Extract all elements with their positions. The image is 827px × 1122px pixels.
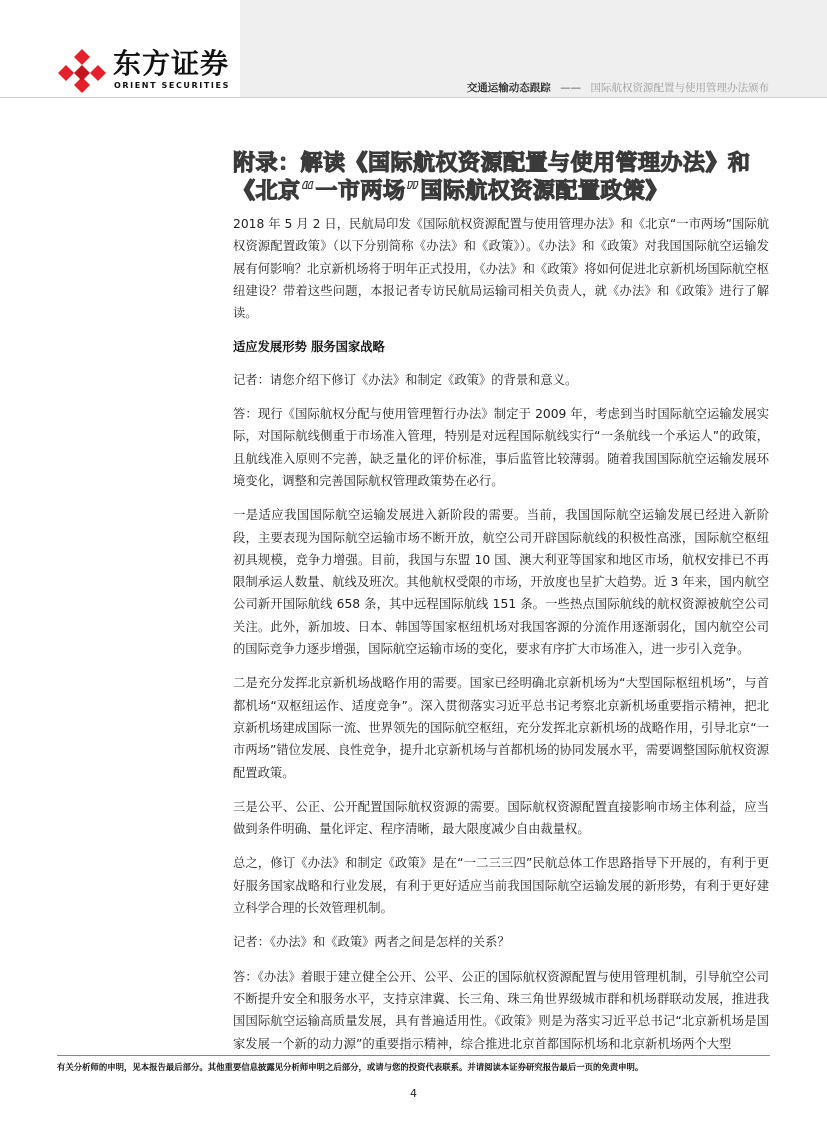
answer-paragraph: 答：现行《国际航权分配与使用管理暂行办法》制定于 2009 年，考虑到当时国际航空运输发展实际，对国际航线侧重于市场准入管理，特别是对远程国际航线实行“一条航线一个承运人”的政策，且航线准入原则不完善，缺乏量化的评价标准，事后监管比较薄弱。随着我国国际航空运输发展环境变化，调整和完善国际航权管理政策势在必行。	[233, 407, 769, 488]
header-separator: ——	[560, 82, 582, 94]
question-paragraph: 记者：请您介绍下修订《办法》和制定《政策》的背景和意义。	[233, 372, 578, 387]
logo-english-name: ORIENT SECURITIES	[114, 81, 230, 90]
running-header	[467, 81, 769, 95]
answer-paragraph: 答：《办法》着眼于建立健全公开、公平、公正的国际航权资源配置与使用管理机制，引导航空公司不断提升安全和服务水平，支持京津冀、长三角、珠三角世界级城市群和机场群联动发展，推进我国国际航空运输高质量发展，具有普遍适用性。《政策》则是为落实习近平总书记“北京新机场是国家发展一个新的动力源”的重要指示精神，综合推进北京首都国际机场和北京新机场两个大型	[233, 969, 769, 1051]
footer-divider	[57, 1055, 770, 1056]
logo-chinese-name: 东方证券	[113, 47, 230, 80]
orient-logo-icon	[57, 47, 107, 95]
section-heading: 适应发展形势 服务国家战略	[233, 340, 385, 355]
point-two-paragraph: 二是充分发挥北京新机场战略作用的需要。国家已经明确北京新机场为“大型国际枢纽机场”，与首都机场“双枢纽运作、适度竞争”。深入贯彻落实习近平总书记考察北京新机场重要指示精神，把北京新机场建成国际一流、世界领先的国际航空枢纽，充分发挥北京新机场的战略作用，引导北京“一市两场”错位发展、良性竞争，提升北京新机场与首都机场的协同发展水平，需要调整国际航权资源配置政策。	[233, 676, 769, 780]
header-divider	[0, 97, 827, 98]
company-logo	[57, 47, 277, 97]
summary-paragraph: 总之，修订《办法》和制定《政策》是在“一二三三四”民航总体工作思路指导下开展的，有利于更好服务国家战略和行业发展，有利于更好适应当前我国国际航空运输发展的新形势，有利于更好建立科学合理的长效管理机制。	[233, 856, 769, 916]
article-body	[233, 213, 769, 1067]
report-title: 国际航权资源配置与使用管理办法颁布	[590, 82, 769, 94]
intro-paragraph: 2018 年 5 月 2 日，民航局印发《国际航权资源配置与使用管理办法》和《北京“一市两场”国际航权资源配置政策》（以下分别简称《办法》和《政策》）。《办法》和《政策》对我国国际航空运输发展有何影响？北京新机场将于明年正式投用，《办法》和《政策》将如何促进北京新机场国际航空枢纽建设？带着这些问题，本报记者专访民航局运输司相关负责人，就《办法》和《政策》进行了解读。	[233, 217, 769, 321]
report-label: 交通运输动态跟踪	[466, 82, 551, 94]
point-three-paragraph: 三是公平、公正、公开配置国际航权资源的需要。国际航权资源配置直接影响市场主体利益，应当做到条件明确、量化评定、程序清晰，最大限度减少自由裁量权。	[233, 799, 769, 837]
page-number: 4	[410, 1087, 417, 1100]
point-one-paragraph: 一是适应我国国际航空运输发展进入新阶段的需要。当前，我国国际航空运输发展已经进入新阶段，主要表现为国际航空运输市场不断开放，航空公司开辟国际航线的积极性高涨，国际航空枢纽初具规模，竞争力增强。目前，我国与东盟 10 国、澳大利亚等国家和地区市场，航权安排已不再限制承运人数量、航线及班次。其他航权受限的市场，开放度也呈扩大趋势。近 3 年来，国内航空公司新开国际航线 658 条，其中远程国际航线 151 条。一些热点国际航线的航权资源被航空公司关注。此外，新加坡、日本、韩国等国家枢纽机场对我国客源的分流作用逐渐弱化，国内航空公司的国际竞争力逐步增强，国际航空运输市场的变化，要求有序扩大市场准入，进一步引入竞争。	[233, 508, 769, 657]
question-paragraph: 记者：《办法》和《政策》两者之间是怎样的关系？	[233, 935, 510, 950]
appendix-title: 附录：解读《国际航权资源配置与使用管理办法》和《北京“一市两场”国际航权资源配置政策》	[233, 151, 751, 204]
disclaimer-text: 有关分析师的申明，见本报告最后部分。其他重要信息披露见分析师申明之后部分，或请与您的投资代表联系。并请阅读本证券研究报告最后一页的免责申明。	[57, 1062, 644, 1072]
